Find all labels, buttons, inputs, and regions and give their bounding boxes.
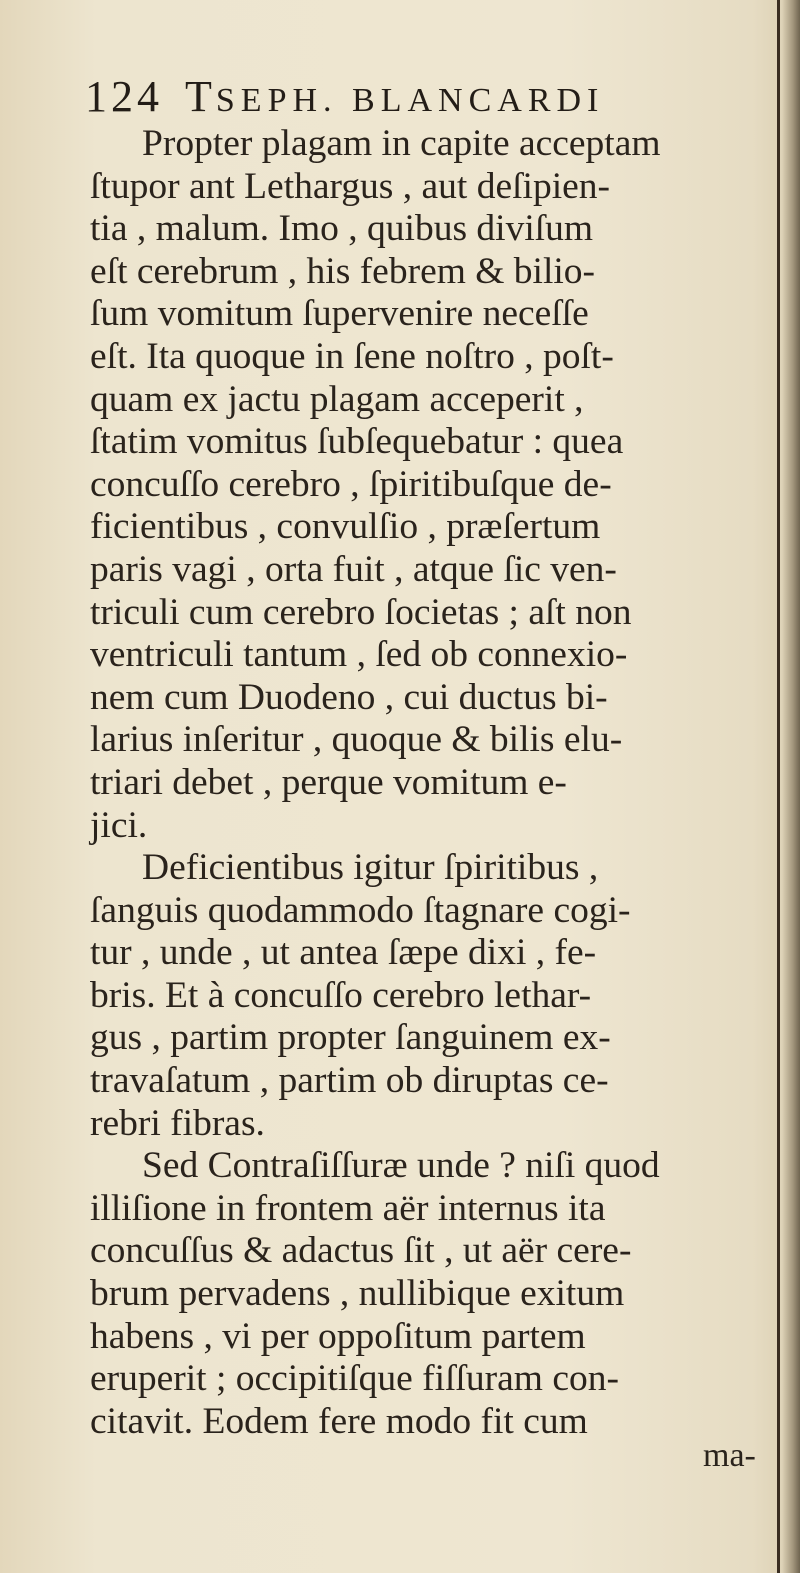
text-line: Deficientibus igitur ſpiritibus ,	[142, 847, 599, 889]
text-line: ficientibus , convulſio , præſertum	[90, 506, 601, 548]
text-line: citavit. Eodem fere modo fit cum	[90, 1400, 588, 1442]
text-line: ſtatim vomitus ſubſequebatur : quea	[90, 421, 624, 463]
spine-edge	[777, 0, 780, 1573]
text-line: ſtupor ant Lethargus , aut deſipien-	[90, 165, 611, 207]
text-line: illiſione in frontem aër internus ita	[90, 1187, 606, 1229]
text-line: travaſatum , partim ob diruptas ce-	[90, 1060, 609, 1102]
text-line: rebri fibras.	[90, 1102, 265, 1144]
text-line: concuſſo cerebro , ſpiritibuſque de-	[90, 463, 612, 505]
page-number: 124	[85, 72, 163, 121]
spine-shadow	[782, 0, 800, 1573]
catchword: ma-	[703, 1437, 756, 1474]
text-line: eruperit ; occipitiſque fiſſuram con-	[90, 1358, 619, 1400]
running-title: SEPH. BLANCARDI	[215, 82, 605, 119]
text-line: nem cum Duodeno , cui ductus bi-	[90, 676, 608, 718]
text-line: habens , vi per oppoſitum partem	[90, 1315, 586, 1357]
text-line: tia , malum. Imo , quibus diviſum	[90, 208, 594, 250]
text-line: bris. Et à concuſſo cerebro lethar-	[90, 974, 592, 1016]
body-text	[90, 123, 770, 1443]
text-line: Propter plagam in capite acceptam	[142, 123, 661, 164]
text-line: ſanguis quodammodo ſtagnare cogi-	[90, 889, 631, 931]
text-line: larius inſeritur , quoque & bilis elu-	[90, 719, 623, 761]
text-line: paris vagi , orta fuit , atque ſic ven-	[90, 548, 617, 590]
text-line: quam ex jactu plagam acceperit ,	[90, 378, 584, 420]
text-line: triari debet , perque vomitum e-	[90, 761, 567, 803]
text-line: gus , partim propter ſanguinem ex-	[90, 1017, 611, 1059]
text-line: jici.	[90, 804, 148, 846]
text-line: Sed Contraſiſſuræ unde ? niſi quod	[142, 1145, 660, 1187]
running-header	[85, 72, 725, 126]
text-line: ventriculi tantum , ſed ob connexio-	[90, 634, 628, 676]
text-line: concuſſus & adactus ſit , ut aër cere-	[90, 1230, 632, 1272]
running-title-lead: T	[185, 72, 216, 121]
text-line: tur , unde , ut antea ſæpe dixi , fe-	[90, 932, 597, 974]
text-line: ſum vomitum ſupervenire neceſſe	[90, 293, 589, 335]
text-line: brum pervadens , nullibique exitum	[90, 1273, 625, 1315]
text-line: eſt cerebrum , his febrem & bilio-	[90, 250, 596, 292]
text-line: eſt. Ita quoque in ſene noſtro , poſt-	[90, 335, 614, 377]
text-line: triculi cum cerebro ſocietas ; aſt non	[90, 591, 632, 633]
